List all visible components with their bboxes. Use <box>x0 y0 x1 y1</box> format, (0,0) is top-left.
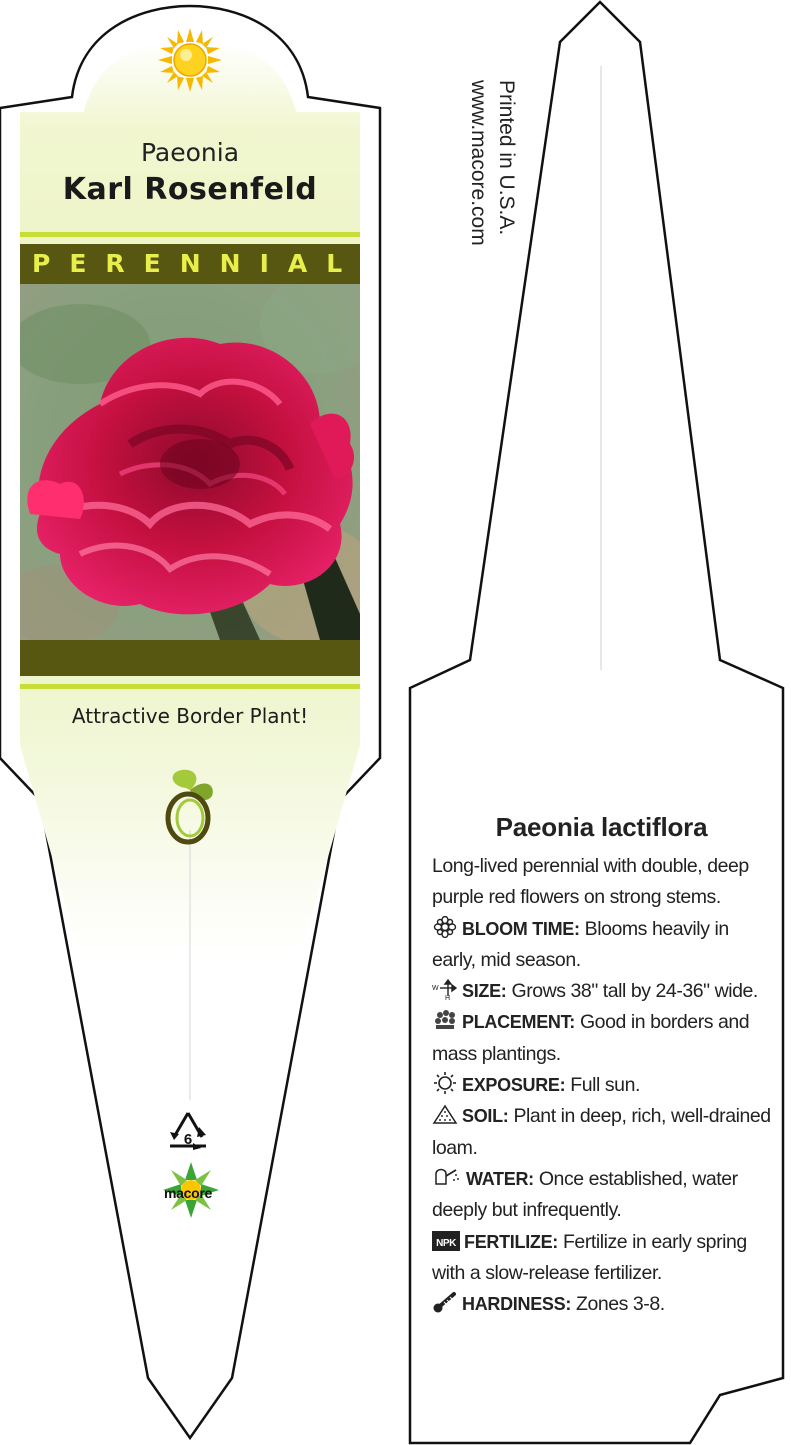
water-row <box>432 1164 777 1227</box>
soil-text: Plant in deep, rich, well-drained loam. <box>432 1105 771 1159</box>
svg-text:H: H <box>445 995 450 1001</box>
divider-line <box>20 232 360 237</box>
soil-row <box>432 1101 777 1164</box>
recycle-code: 6 <box>183 1131 193 1148</box>
care-info <box>432 812 777 1320</box>
species-name: Paeonia lactiflora <box>495 812 708 842</box>
hardiness-row <box>432 1289 777 1320</box>
hardiness-label: HARDINESS: <box>462 1294 572 1315</box>
flower-photo <box>20 284 360 640</box>
hardiness-text: Zones 3-8. <box>571 1293 665 1316</box>
thermometer-icon <box>432 1291 458 1313</box>
bloom-time-row <box>432 914 777 977</box>
placement-row <box>432 1007 777 1070</box>
watering-can-icon <box>432 1166 462 1188</box>
printed-label: Printed in U.S.A. <box>495 80 518 236</box>
bloom-label: BLOOM TIME: <box>462 918 580 939</box>
plant-genus: Paeonia <box>140 138 240 167</box>
bloom-text: Blooms heavily in early, mid season. <box>432 917 729 971</box>
svg-text:NPK: NPK <box>436 1237 456 1249</box>
description: Long-lived perennial with double, deep purple red flowers on strong stems. <box>432 855 749 909</box>
npk-icon <box>432 1231 460 1251</box>
fertilize-text: Fertilize in early spring with a slow-release fertilizer. <box>432 1230 747 1284</box>
svg-text:W: W <box>432 985 439 993</box>
printed-in <box>440 80 520 440</box>
exposure-label: EXPOSURE: <box>462 1075 566 1096</box>
size-text: Grows 38" tall by 24-36" wide. <box>506 980 758 1003</box>
size-label: SIZE: <box>462 981 507 1002</box>
category-banner: PERENNIAL <box>20 244 360 284</box>
fertilize-label: FERTILIZE: <box>464 1231 558 1252</box>
exposure-row <box>432 1070 777 1101</box>
size-row <box>432 976 777 1007</box>
tagline: Attractive Border Plant! <box>71 704 309 728</box>
exposure-text: Full sun. <box>565 1074 640 1097</box>
size-icon <box>432 978 458 1000</box>
soil-icon <box>432 1103 458 1125</box>
fertilize-row <box>432 1227 777 1290</box>
website: www.macore.com <box>467 80 490 246</box>
soil-label: SOIL: <box>462 1106 509 1127</box>
placement-label: PLACEMENT: <box>462 1012 575 1033</box>
placement-icon <box>432 1009 458 1031</box>
flower-icon <box>432 916 458 938</box>
divider-line <box>20 684 360 689</box>
sprout-icon <box>160 768 220 848</box>
brand-name: macore <box>163 1185 212 1201</box>
sun-icon <box>158 28 222 92</box>
placement-text: Good in borders and mass plantings. <box>432 1011 750 1065</box>
water-label: WATER: <box>466 1168 534 1189</box>
photo-bottom-bar <box>20 640 360 676</box>
plant-cultivar: Karl Rosenfeld <box>62 172 318 207</box>
sun-icon <box>432 1072 458 1094</box>
water-text: Once established, water deeply but infrequently. <box>432 1167 738 1222</box>
